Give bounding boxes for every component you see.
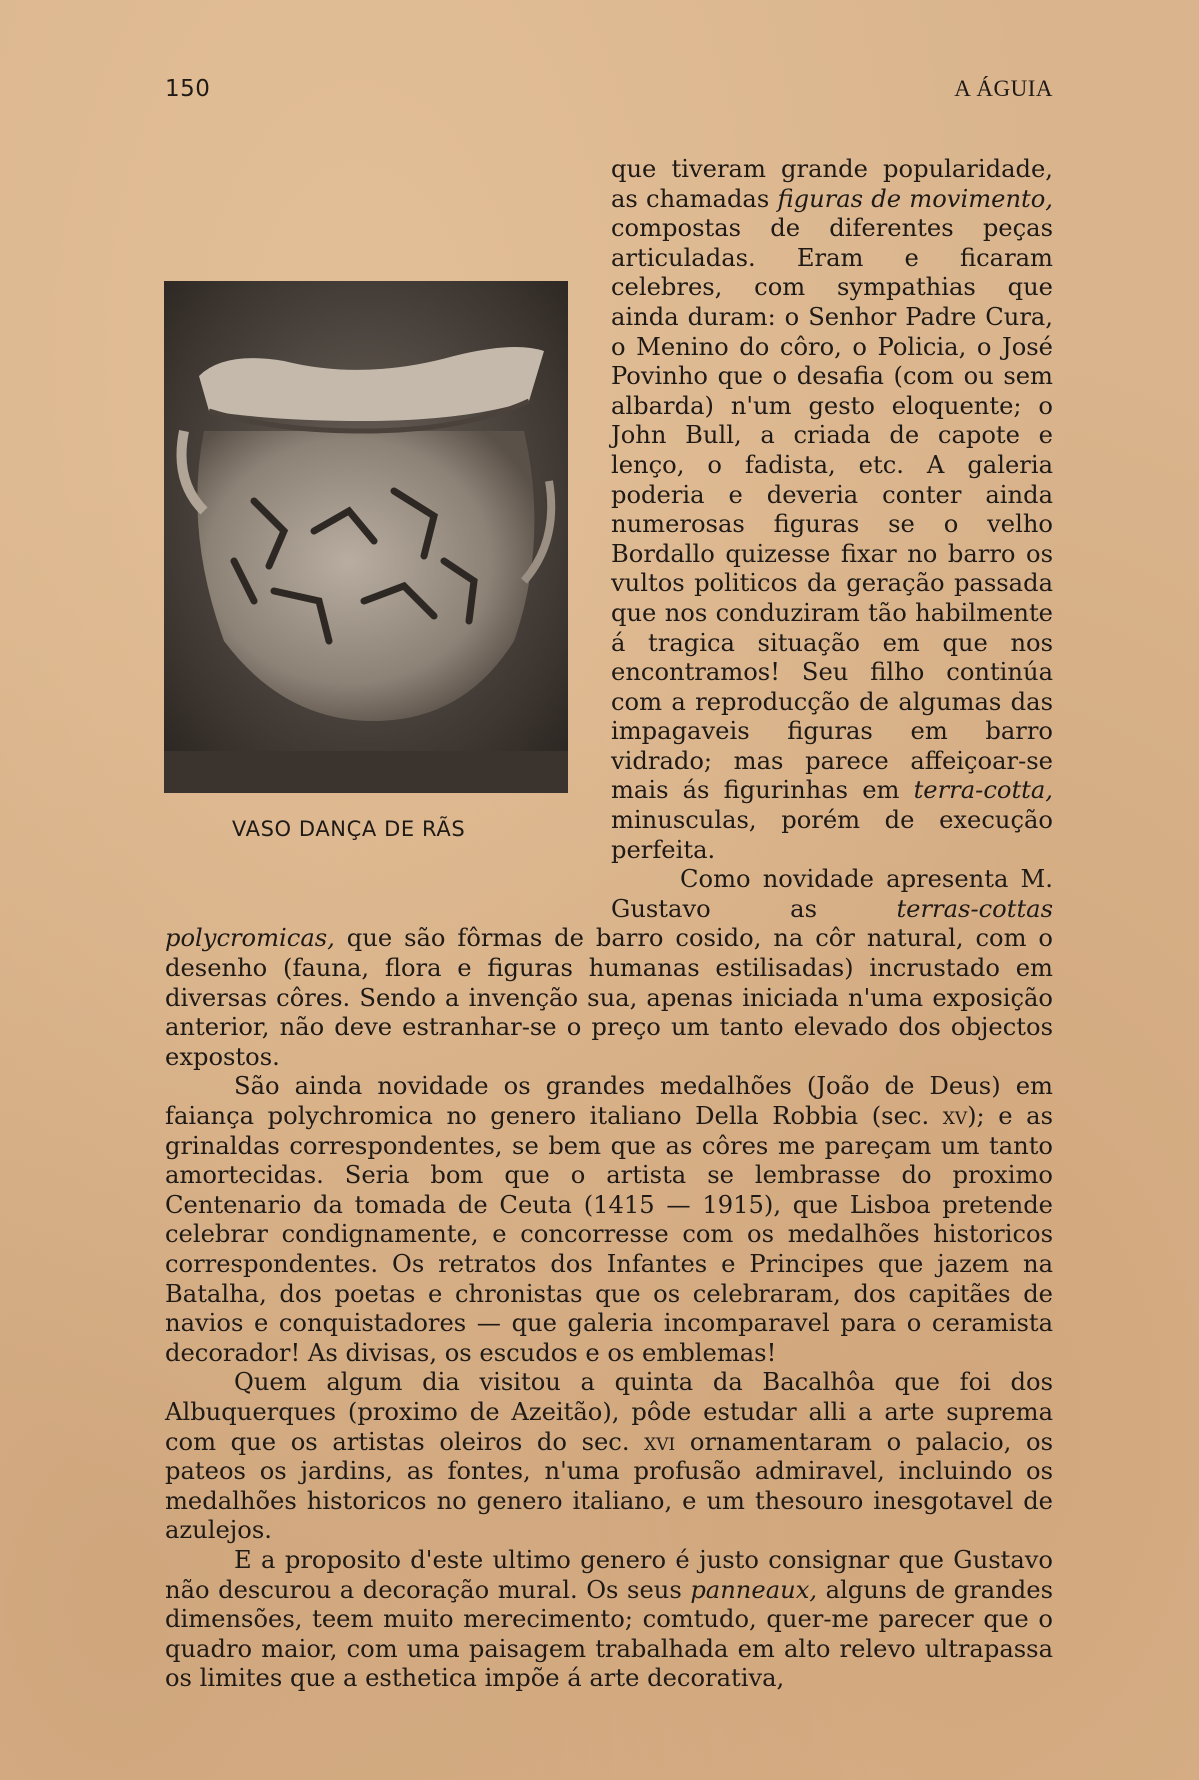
text-run: ornamentaram o palacio, os pateos os jardins, as fontes, n'uma profusão admiravel, incluindo os medalhões historicos no genero italiano, e um thesouro inesgotavel de azulejos. <box>165 1427 1053 1545</box>
figure-caption: VASO DANÇA DE RÃS <box>232 817 466 841</box>
italic-term: figuras de movimento, <box>777 184 1053 213</box>
text-run: ); e as grinaldas correspondentes, se bem que as côres me pareçam um tanto amortecidas. Seria bom que o artista se lembrasse do proximo Centenario da tomada de Ceuta (1415 — 1915), que Lisboa pretende celebrar condignamente, e concorresse com os medalhões historicos correspondentes. Os retratos dos Infantes e Principes que jazem na Batalha, dos poetas e chronistas que os celebraram, dos capitães de navios e conquistadores — que galeria incomparavel para o ceramista decorador! As divisas, os escudos e os emblemas! <box>165 1102 1053 1367</box>
page-header <box>165 76 1053 102</box>
text-run: que são fôrmas de barro cosido, na côr natural, com o desenho (fauna, flora e figuras humanas estilisadas) incrustado em diversas côres. Sendo a invenção sua, apenas iniciada n'uma exposição anterior, não deve estranhar-se o preço um tanto elevado dos objectos expostos. <box>165 924 1053 1071</box>
text-run: xvi <box>644 1427 676 1456</box>
paragraph <box>165 1072 1053 1368</box>
paragraph <box>165 155 1053 865</box>
text-run: Como novidade apresenta M. Gustavo as <box>611 865 1053 923</box>
text-run: que tiveram grande popularidade, as chamadas <box>611 155 1053 213</box>
running-title: A ÁGUIA <box>954 76 1053 101</box>
page-number: 150 <box>165 76 211 102</box>
text-run: São ainda novidade os grandes medalhões (João de Deus) em faiança polychromica no genero italiano Della Robbia (sec. <box>165 1072 1053 1130</box>
vase-photograph <box>164 281 568 793</box>
text-run: minusculas, porém de execução perfeita. <box>611 806 1053 864</box>
text-run: Quem algum dia visitou a quinta da Bacalhôa que foi dos Albuquerques (proximo de Azeitão), pôde estudar alli a arte suprema com que os artistas oleiros do sec. <box>165 1368 1053 1456</box>
paragraph <box>165 1546 1053 1694</box>
paragraph <box>165 1368 1053 1546</box>
text-run: alguns de grandes dimensões, teem muito merecimento; comtudo, quer-me parecer que o quadro maior, com uma paisagem trabalhada em alto relevo ultrapassa os limites que a esthetica impõe á arte decorativa, <box>165 1575 1054 1693</box>
text-run: compostas de diferentes peças articuladas. Eram e ficaram celebres, com sympathias que ainda duram: o Senhor Padre Cura, o Menino do côro, o Policia, o José Povinho que o desafia (com ou sem albarda) n'um gesto eloquente; o John Bull, a criada de capote e lenço, o fadista, etc. A galeria poderia e deveria conter ainda numerosas figuras se o velho Bordallo quizesse fixar no barro os vultos politicos da geração passada que nos conduziram tão habilmente á tragica situação em que nos encontramos! Seu filho continúa com a reproducção de algumas das impagaveis figuras em barro vidrado; mas parece affeiçoar-se mais ás figurinhas em <box>611 214 1053 805</box>
italic-term: panneaux, <box>690 1575 818 1604</box>
text-run: E a proposito d'este ultimo genero é justo consignar que Gustavo não descurou a decoração mural. Os seus <box>165 1545 1053 1604</box>
figure <box>163 281 584 911</box>
article-body <box>165 155 1053 1694</box>
italic-term: terra-cotta, <box>913 776 1053 805</box>
text-run: xv <box>942 1102 968 1130</box>
italic-term: terras-cottas polycromicas, <box>165 894 1053 953</box>
